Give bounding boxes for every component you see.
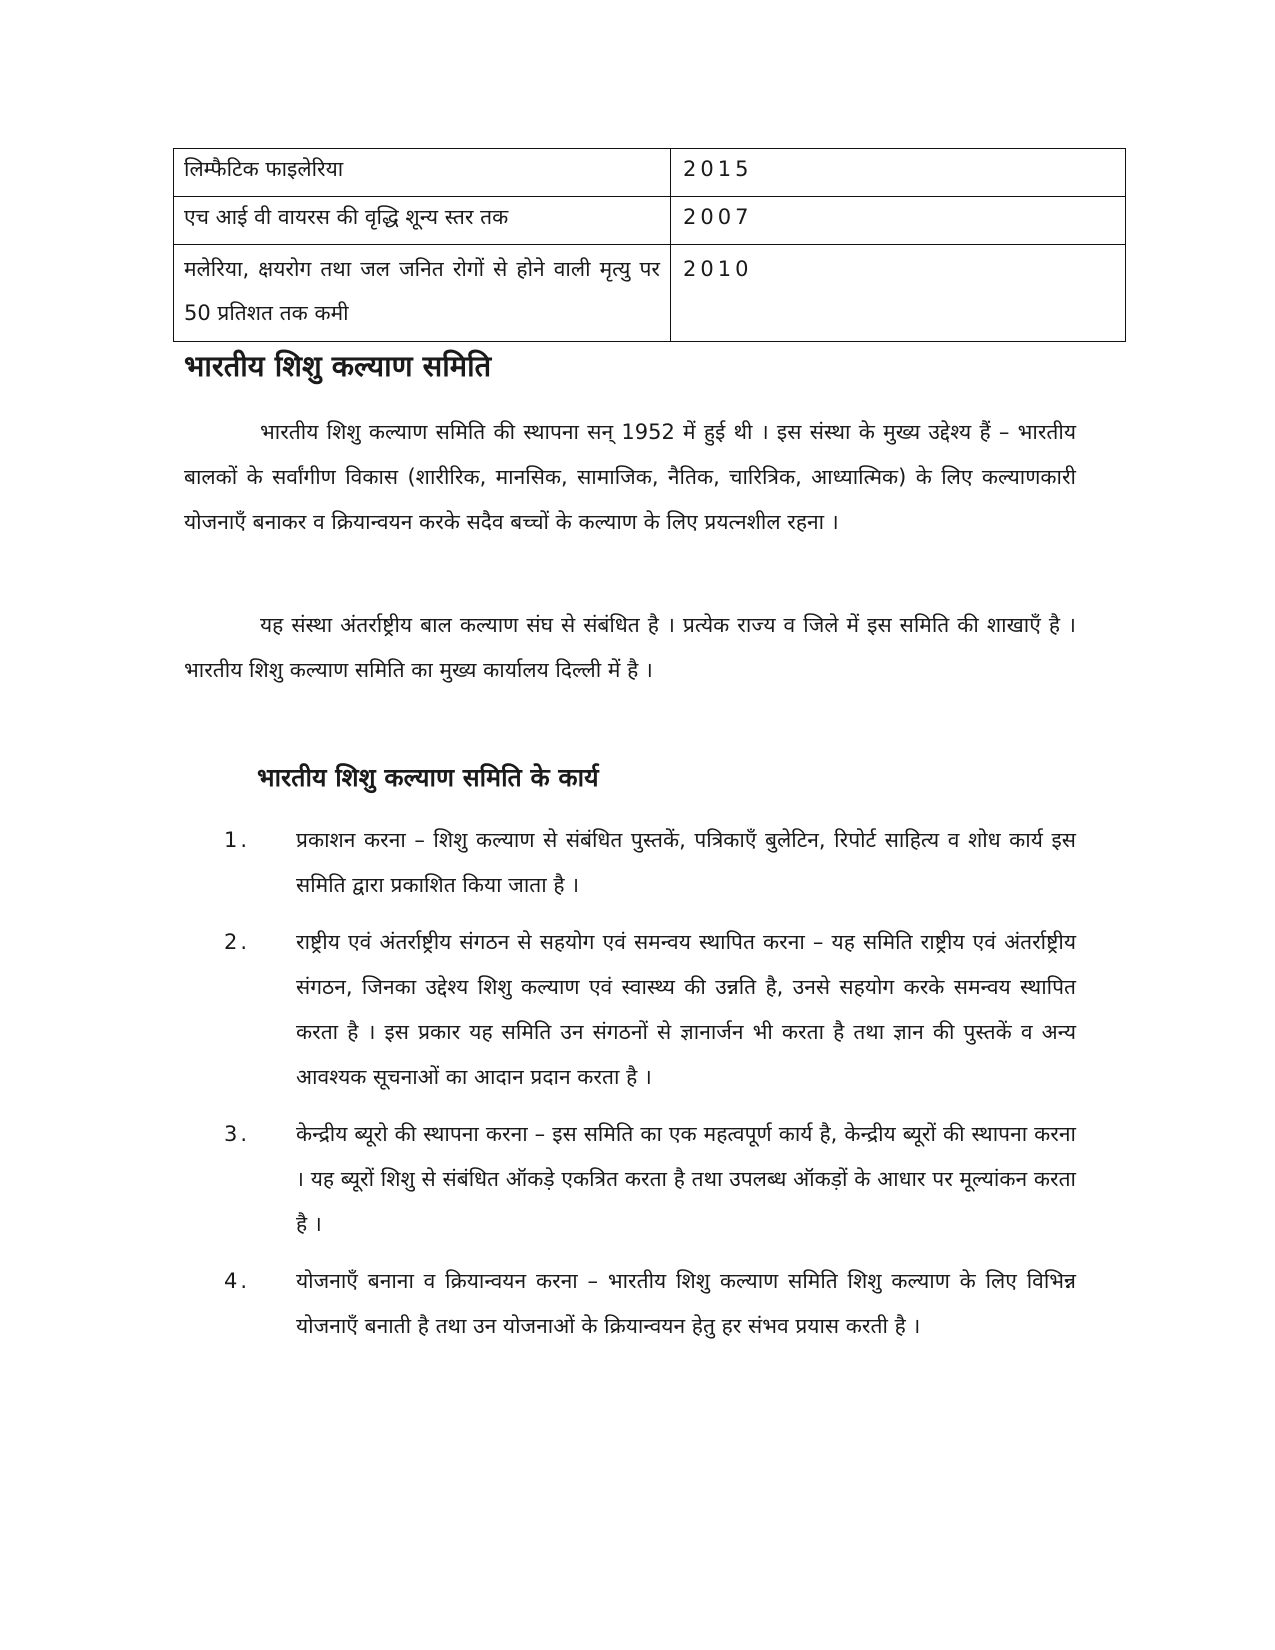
list-item bbox=[184, 920, 1076, 1100]
list-item-text: योजनाएँ बनाना व क्रियान्वयन करना – भारतीय शिशु कल्याण समिति शिशु कल्याण के लिए विभिन्न योजनाएँ बनाती है तथा उन योजनाओं के क्रियान्वयन हेतु हर संभव प्रयास करती है । bbox=[296, 1269, 1076, 1338]
table-row bbox=[174, 197, 1126, 245]
goal-cell: लिम्फैटिक फाइलेरिया bbox=[174, 149, 671, 197]
functions-heading: भारतीय शिशु कल्याण समिति के कार्य bbox=[257, 763, 599, 792]
target-year-cell: 2010 bbox=[671, 245, 1126, 342]
intro-paragraph: भारतीय शिशु कल्याण समिति की स्थापना सन् 1952 में हुई थी । इस संस्था के मुख्य उद्देश्य हैं – भारतीय बालकों के सर्वांगीण विकास (शारीरिक, मानसिक, सामाजिक, नैतिक, चारित्रिक, आध्यात्मिक) के लिए कल्याणकारी योजनाएँ बनाकर व क्रियान्वयन करके सदैव बच्चों के कल्याण के लिए प्रयत्नशील रहना । bbox=[184, 420, 1076, 534]
list-item-text: राष्ट्रीय एवं अंतर्राष्ट्रीय संगठन से सहयोग एवं समन्वय स्थापित करना – यह समिति राष्ट्रीय एवं अंतर्राष्ट्रीय संगठन, जिनका उद्देश्य शिशु कल्याण एवं स्वास्थ्य की उन्नति है, उनसे सहयोग करके समन्वय स्थापित करता है । इस प्रकार यह समिति उन संगठनों से ज्ञानार्जन भी करता है तथा ज्ञान की पुस्तकें व अन्य आवश्यक सूचनाओं का आदान प्रदान करता है । bbox=[296, 930, 1076, 1089]
list-item bbox=[184, 1259, 1076, 1349]
list-item-number: 1. bbox=[224, 828, 251, 852]
list-item bbox=[184, 1112, 1076, 1247]
target-year-cell: 2015 bbox=[671, 149, 1126, 197]
list-item bbox=[184, 818, 1076, 908]
section-heading: भारतीय शिशु कल्याण समिति bbox=[184, 349, 492, 383]
goal-cell: एच आई वी वायरस की वृद्धि शून्य स्तर तक bbox=[174, 197, 671, 245]
table-row bbox=[174, 149, 1126, 197]
list-item-text: केन्द्रीय ब्यूरो की स्थापना करना – इस समिति का एक महत्वपूर्ण कार्य है, केन्द्रीय ब्यूरों की स्थापना करना । यह ब्यूरों शिशु से संबंधित ऑकड़े एकत्रित करता है तथा उपलब्ध ऑकड़ों के आधार पर मूल्यांकन करता है । bbox=[296, 1122, 1076, 1236]
list-item-number: 2. bbox=[224, 930, 251, 954]
table-row bbox=[174, 245, 1126, 342]
target-year-cell: 2007 bbox=[671, 197, 1126, 245]
list-item-text: प्रकाशन करना – शिशु कल्याण से संबंधित पुस्तकें, पत्रिकाएँ बुलेटिन, रिपोर्ट साहित्य व शोध कार्य इस समिति द्वारा प्रकाशित किया जाता है । bbox=[296, 828, 1076, 897]
affiliation-paragraph: यह संस्था अंतर्राष्ट्रीय बाल कल्याण संघ से संबंधित है । प्रत्येक राज्य व जिले में इस समिति की शाखाएँ है । भारतीय शिशु कल्याण समिति का मुख्य कार्यालय दिल्ली में है । bbox=[184, 613, 1076, 682]
health-goals-table bbox=[173, 148, 1126, 342]
list-item-number: 4. bbox=[224, 1269, 251, 1293]
list-item-number: 3. bbox=[224, 1122, 251, 1146]
functions-list bbox=[184, 818, 1076, 1349]
goal-cell: मलेरिया, क्षयरोग तथा जल जनित रोगों से होने वाली मृत्यु पर 50 प्रतिशत तक कमी bbox=[174, 245, 671, 342]
